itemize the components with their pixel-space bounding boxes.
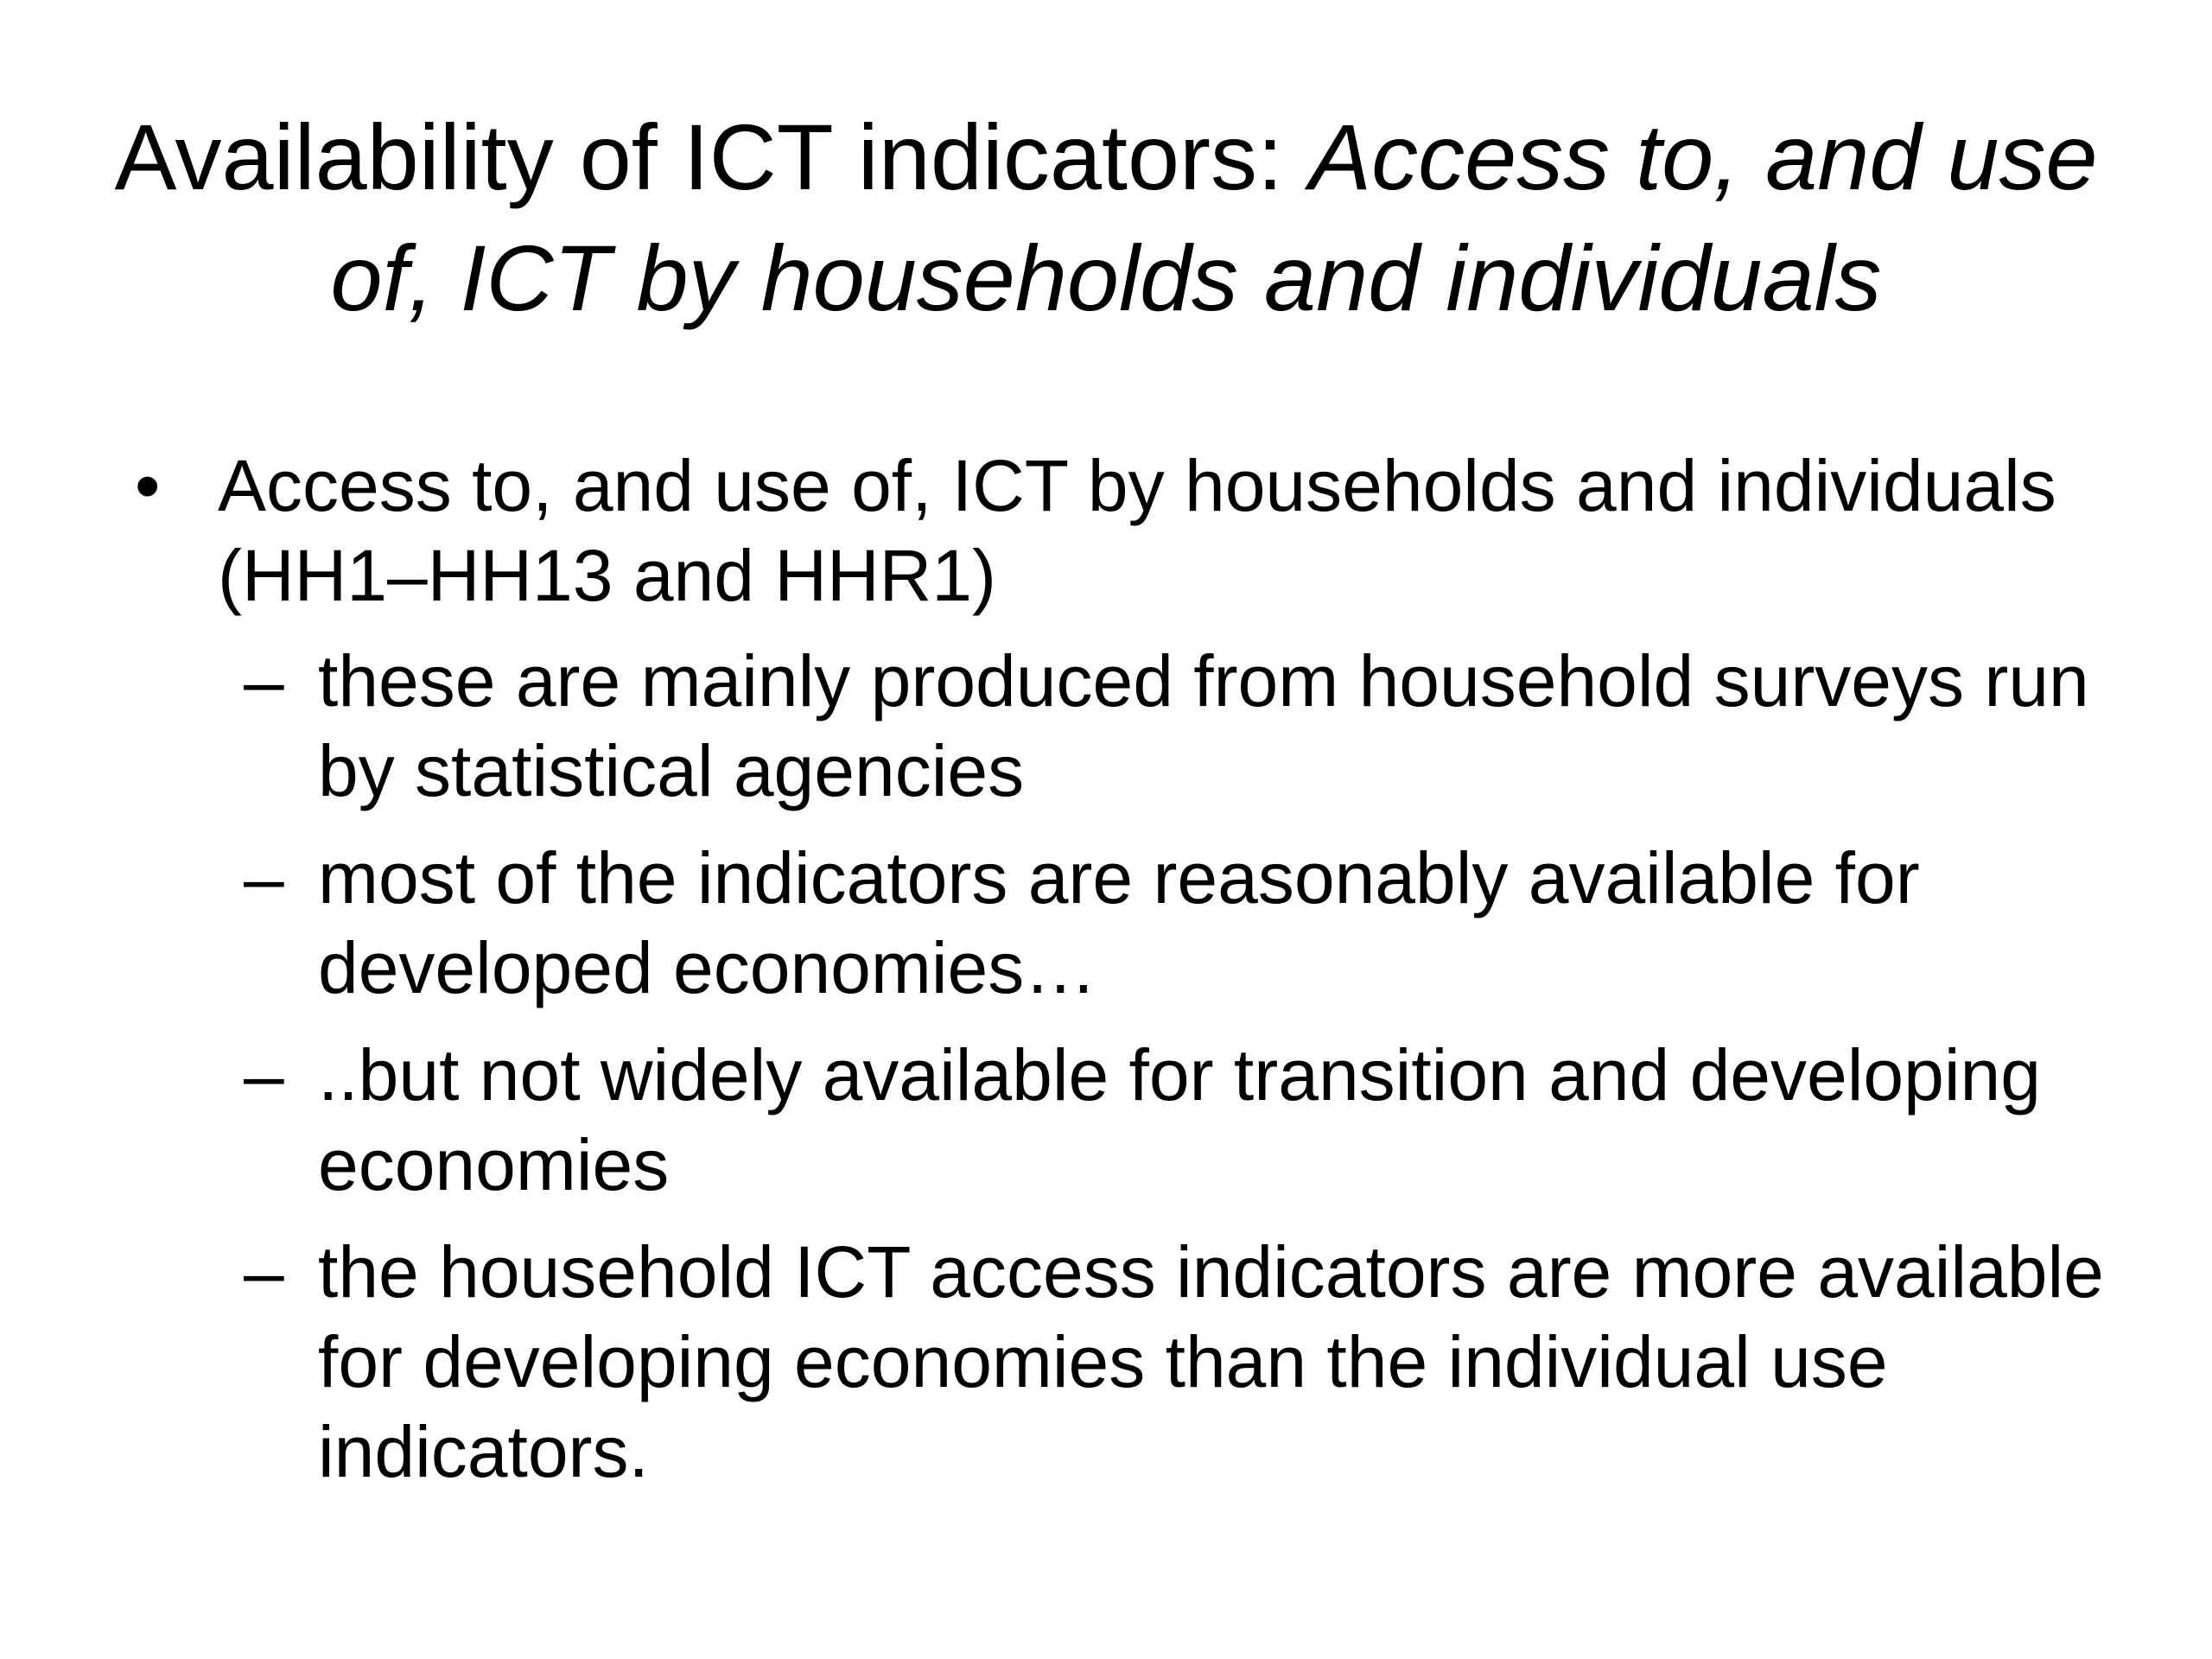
sub-bullet-text: these are mainly produced from household surveys run by statistical agencies xyxy=(318,640,2089,811)
slide-title xyxy=(104,97,2108,339)
main-bullet-item xyxy=(130,441,2117,1497)
sub-bullet-item xyxy=(130,833,2117,1013)
sub-bullet-text: most of the indicators are reasonably available for developed economies… xyxy=(318,837,1920,1008)
slide-content xyxy=(130,441,2117,1514)
sub-bullet-text: the household ICT access indicators are more available for developing economies than the individual use indicators. xyxy=(318,1231,2104,1492)
slide-title-plain: Availability of ICT indicators: xyxy=(114,105,1310,209)
sub-bullet-text: ..but not widely available for transition and developing economies xyxy=(318,1034,2041,1205)
slide-title-italic: Access to, and use of, ICT by households and individuals xyxy=(330,105,2098,330)
bullet-icon: • xyxy=(135,445,161,526)
main-bullet-text: Access to, and use of, ICT by households and individuals (HH1–HH13 and HHR1) xyxy=(218,445,2056,616)
dash-icon: – xyxy=(244,640,284,721)
sub-bullet-item xyxy=(130,1030,2117,1210)
dash-icon: – xyxy=(244,837,284,918)
dash-icon: – xyxy=(244,1231,284,1313)
sub-bullet-item xyxy=(130,636,2117,816)
sub-bullet-list xyxy=(218,636,2117,1497)
sub-bullet-item xyxy=(130,1227,2117,1497)
dash-icon: – xyxy=(244,1034,284,1116)
